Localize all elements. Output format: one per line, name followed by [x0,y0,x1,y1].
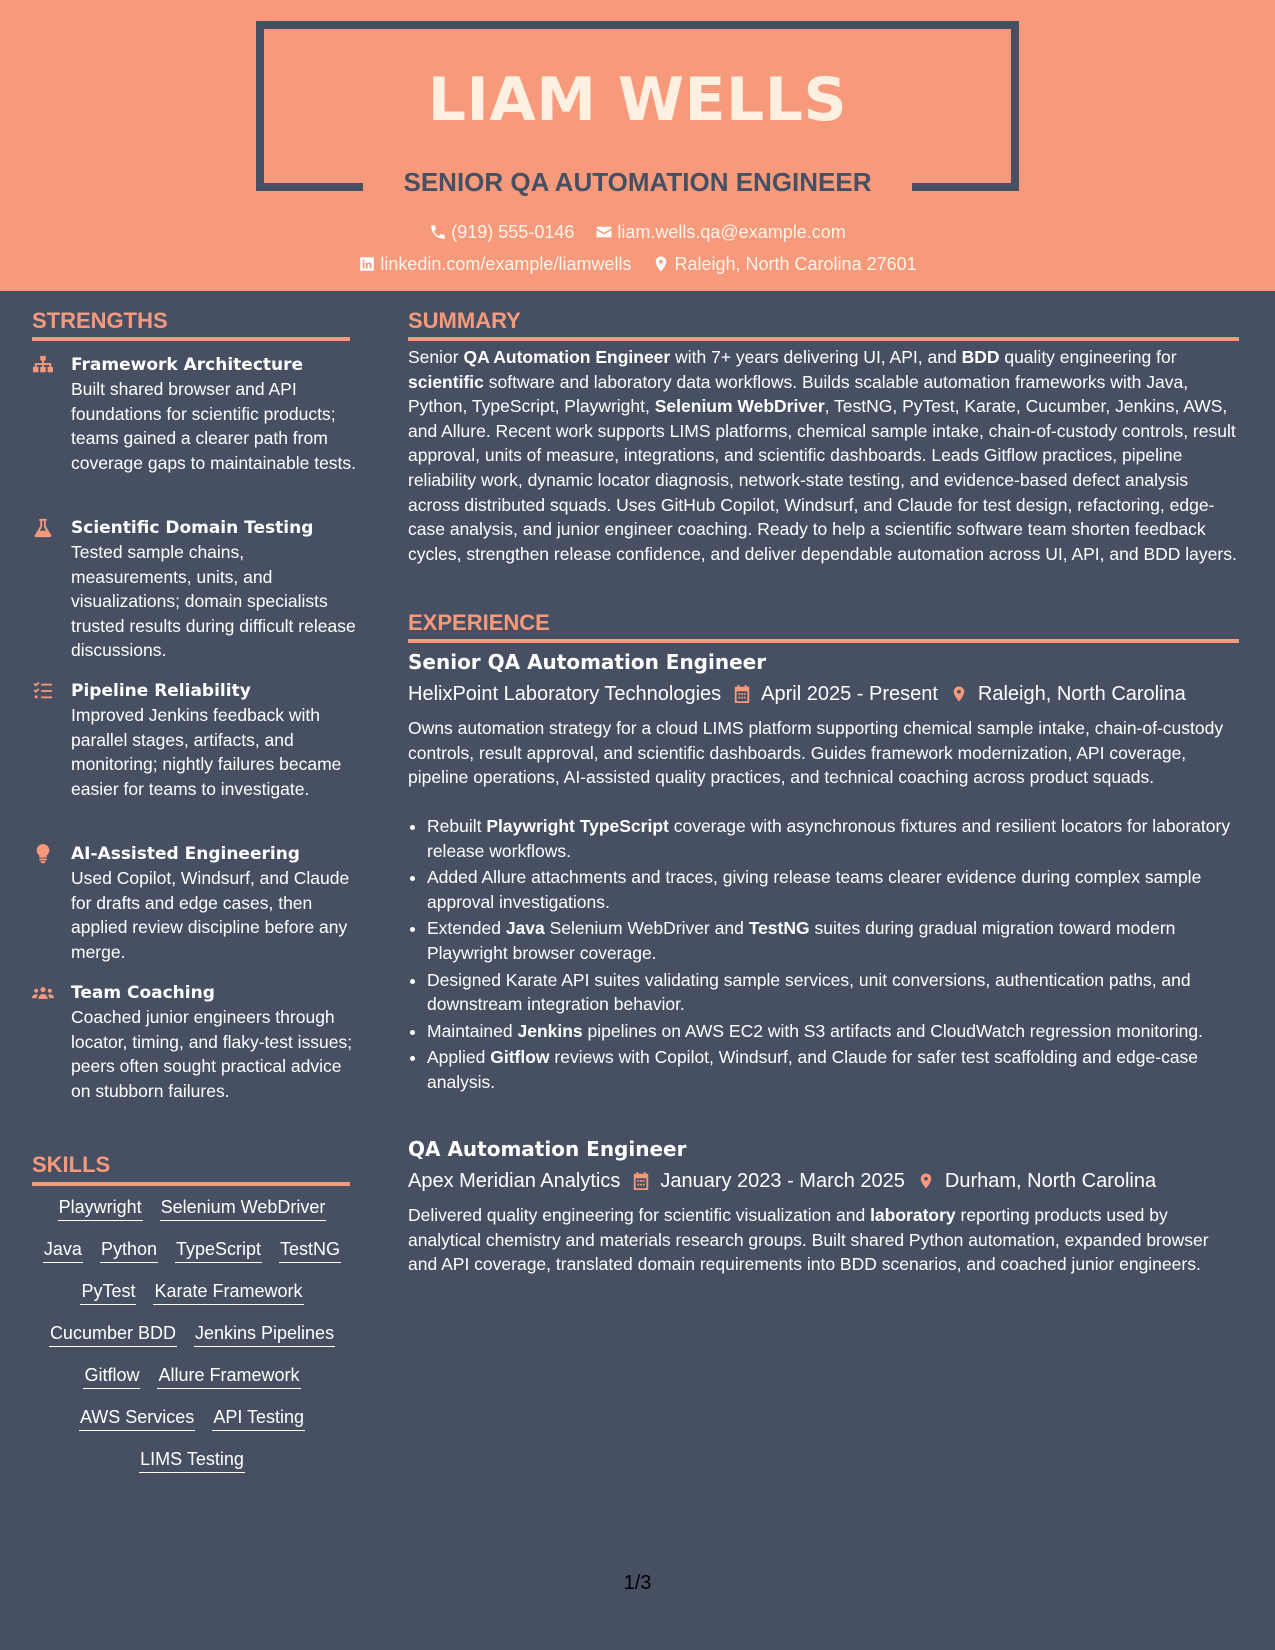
strength-desc: Used Copilot, Windsurf, and Claude for drafts and edge cases, then applied review discipline before any merge. [71,868,350,962]
contact-linkedin[interactable] [358,252,631,276]
bold-keyword: Playwright TypeScript [486,816,669,836]
linkedin-text[interactable]: linkedin.com/example/liamwells [380,254,632,274]
candidate-title: SENIOR QA AUTOMATION ENGINEER [403,167,872,197]
map-pin-icon [652,255,670,273]
summary-rule [408,337,1239,341]
list-item: • Maintained Jenkins pipelines on AWS EC2 with S3 artifacts and CloudWatch regression monitoring. [427,1019,1257,1044]
job-description: Owns automation strategy for a cloud LIMS platform supporting chemical sample intake, chain-of-custody controls, result approval, and scientific dashboards. Guides framework modernization, API coverage, pipeline operations, AI-assisted quality practices, and technical coaching across product squads. [408,718,1224,788]
experience-heading: EXPERIENCE [408,610,550,635]
skills-rule [32,1182,350,1186]
skill-tag: Java [43,1238,83,1263]
flask-icon [32,518,54,538]
skill-tag: AWS Services [79,1406,195,1431]
strength-title: Framework Architecture [71,355,304,375]
bold-keyword: Gitflow [490,1047,550,1068]
candidate-name: LIAM WELLS [427,65,848,135]
strength-title: Team Coaching [71,983,215,1003]
bold-keyword: TestNG [748,918,810,939]
job-dates: April 2025 - Present [761,683,938,705]
job-title: Senior QA Automation Engineer [408,650,767,674]
strength-desc: Improved Jenkins feedback with parallel stages, artifacts, and monitoring; nightly failures became easier for teams to investigate. [71,705,342,799]
skill-tag: TestNG [279,1238,341,1263]
location-text: Raleigh, North Carolina 27601 [674,254,917,274]
page-number: 1/3 [623,1572,652,1594]
list-item: • Applied Gitflow reviews with Copilot, Windsurf, and Claude for safer test scaffolding and edge-case analysis. [427,1045,1257,1094]
bold-keyword: Selenium WebDriver [654,396,825,417]
calendar-icon [733,684,751,704]
strength-title: Scientific Domain Testing [71,518,314,538]
job-location: Raleigh, North Carolina [977,683,1186,705]
skill-tag: Gitflow [83,1364,140,1389]
map-pin-icon [917,1171,935,1191]
bold-keyword: QA Automation Engineer [463,347,671,367]
strength-desc: Tested sample chains, measurements, units, and visualizations; domain specialists trusted results during difficult release discussions. [71,542,356,661]
skill-tag: Python [100,1238,158,1263]
job-title: QA Automation Engineer [408,1137,687,1161]
skill-tag: Allure Framework [157,1364,300,1389]
strengths-heading: STRENGTHS [32,308,168,333]
skill-tag: Cucumber BDD [49,1322,177,1347]
strength-title: Pipeline Reliability [71,681,251,701]
job-bullets [408,814,1257,1097]
skill-tag: Selenium WebDriver [160,1196,327,1221]
job-dates: January 2023 - March 2025 [660,1170,905,1192]
contact-row-1 [0,220,1275,247]
contact-phone [429,220,574,244]
strength-desc: Built shared browser and API foundations for scientific products; teams gained a clearer path from coverage gaps to maintainable tests. [71,379,357,473]
skill-tag: Jenkins Pipelines [194,1322,335,1347]
sitemap-icon [32,355,54,375]
resume-header [0,0,1275,291]
skill-tag: Playwright [58,1196,143,1221]
skill-tag: Karate Framework [153,1280,303,1305]
strengths-rule [32,337,350,341]
job-company: HelixPoint Laboratory Technologies [408,683,722,705]
skills-heading: SKILLS [32,1152,111,1177]
contact-email[interactable] [595,220,845,244]
list-item: • Added Allure attachments and traces, giving release teams clearer evidence during complex sample approval investigations. [427,865,1257,914]
map-pin-icon [950,684,968,704]
linkedin-icon [358,255,376,273]
strength-title: AI-Assisted Engineering [71,844,300,864]
email-text[interactable]: liam.wells.qa@example.com [617,222,846,242]
contact-row-2 [0,252,1275,279]
bold-keyword: scientific [408,371,484,392]
summary-text: Senior QA Automation Engineer with 7+ years delivering UI, API, and BDD quality engineering for scientific software and laboratory data workflows. Builds scalable automation frameworks with Java, Python, TypeScript, Playwright, Selenium WebDriver, TestNG, PyTest, Karate, Cucumber, Jenkins, AWS, and Allure. Recent work supports LIMS platforms, chemical sample intake, chain-of-custody controls, result approval, units of measure, integrations, and scientific dashboards. Leads Gitflow practices, pipeline reliability work, dynamic locator diagnosis, network-state testing, and evidence-based defect analysis across distributed squads. Uses GitHub Copilot, Windsurf, and Claude for test design, refactoring, edge-case analysis, and junior engineer coaching. Ready to help a scientific software team shorten feedback cycles, strengthen release confidence, and deliver dependable automation across UI, API, and BDD layers. [408,347,1237,564]
phone-icon [429,223,447,241]
bold-keyword: laboratory [870,1205,956,1225]
users-icon [32,983,54,1003]
strength-desc: Coached junior engineers through locator, timing, and flaky-test issues; peers often sought practical advice on stubborn failures. [71,1007,353,1101]
job-meta [408,680,1186,708]
job-company: Apex Meridian Analytics [408,1170,621,1192]
experience-rule [408,639,1239,643]
envelope-icon [595,223,613,241]
bold-keyword: BDD [961,347,1000,367]
job-description: Delivered quality engineering for scientific visualization and laboratory reporting products used by analytical chemistry and materials research groups. Built shared Python automation, expanded browser and API coverage, translated domain requirements into BDD scenarios, and coached junior engineers. [408,1205,1209,1275]
list-check-icon [32,681,54,701]
bold-keyword: Jenkins [517,1020,583,1041]
job-meta [408,1167,1156,1195]
summary-heading: SUMMARY [408,308,521,333]
lightbulb-icon [32,844,54,864]
job-location: Durham, North Carolina [944,1170,1157,1192]
list-item: • Rebuilt Playwright TypeScript coverage with asynchronous fixtures and resilient locators for laboratory release workflows. [427,814,1257,863]
phone-text: (919) 555-0146 [451,222,575,242]
skill-tag: TypeScript [175,1238,262,1263]
calendar-icon [632,1171,650,1191]
list-item: • Extended Java Selenium WebDriver and TestNG suites during gradual migration toward modern Playwright browser coverage. [427,916,1257,965]
contact-location [652,252,916,276]
bold-keyword: Java [505,918,545,939]
skill-tag: API Testing [212,1406,305,1431]
list-item: • Designed Karate API suites validating sample services, unit conversions, authentication paths, and downstream integration behavior. [427,968,1257,1017]
skill-tag: PyTest [80,1280,136,1305]
skill-tag: LIMS Testing [139,1448,245,1473]
skills-list [32,1196,352,1473]
